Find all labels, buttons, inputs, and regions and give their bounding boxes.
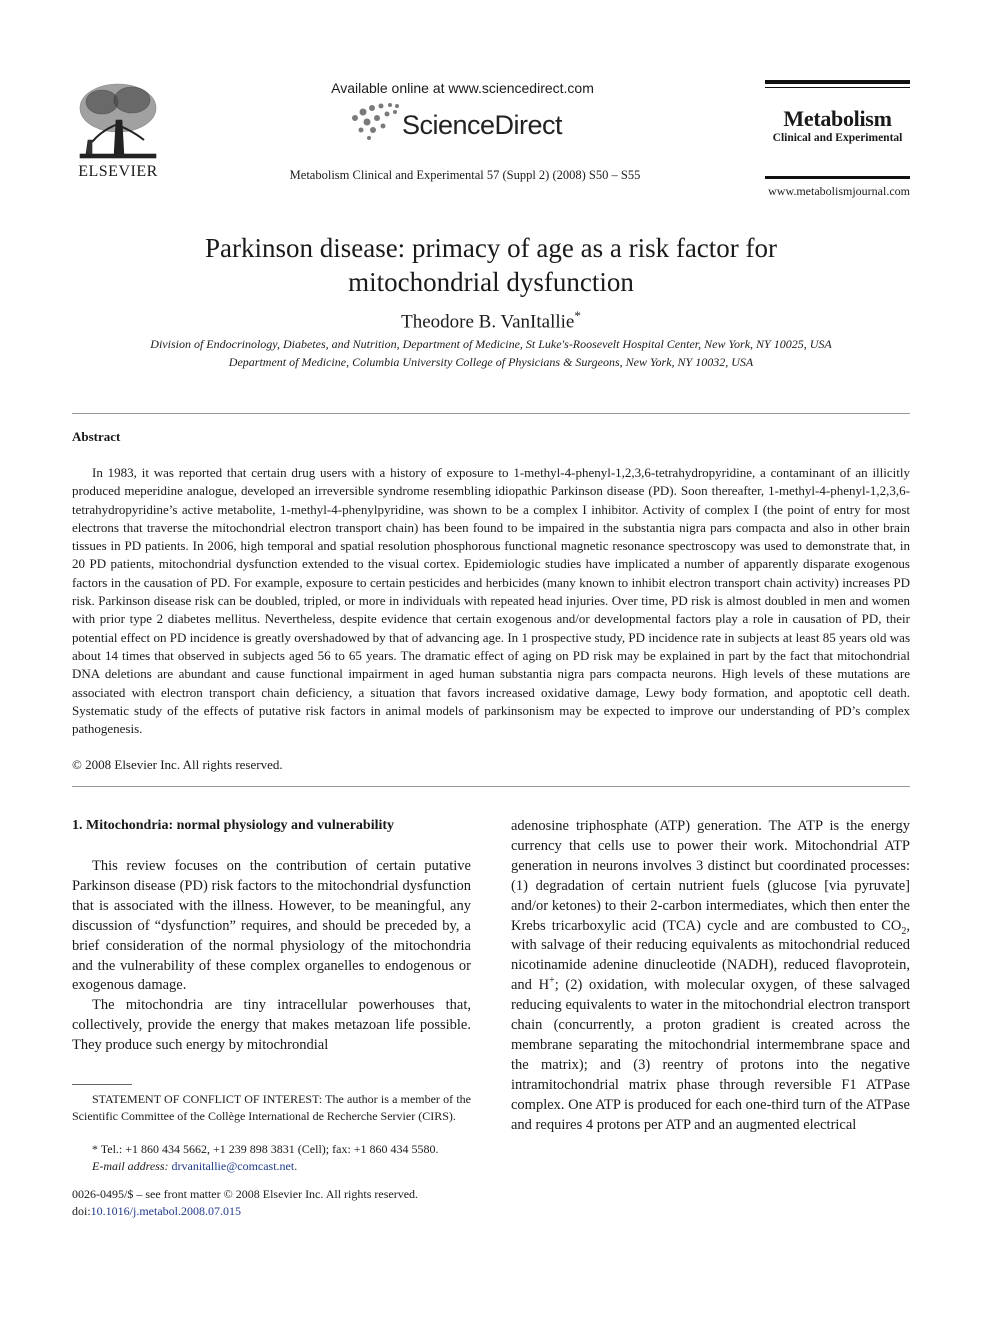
divider <box>72 786 910 787</box>
journal-url-link[interactable]: www.metabolismjournal.com <box>768 184 910 198</box>
author-line <box>72 308 910 333</box>
text-run: adenosine triphosphate (ATP) generation. The ATP is the energy currency that cells use to power their work. Mitochondrial ATP generation in neurons involves 3 distinct but coordinated processes: (1) degradation of certain nutrient fuels (glucose [via pyruvate] and/or ketones) to their 2-carbon intermediates, which then enter the Krebs tricarboxylic acid (TCA) cycle and are combusted to CO <box>511 818 910 934</box>
journal-name: Metabolism <box>783 106 892 131</box>
body-paragraph: This review focuses on the contribution of certain putative Parkinson disease (PD) risk factors to the mitochondrial dysfunction that is associated with the illness. However, to be meaningful, any discussion of “dysfunction” requires, and should be preceded by, a brief consideration of the normal physiology of the mitochondria and the vulnerability of these complex organelles to endogenous or exogenous damage. <box>72 858 471 994</box>
text-run: ; (2) oxidation, with molecular oxygen, of these salvaged reducing equivalents to water in the mitochondrial electron transport chain (concurrently, a proton gradient is created across the membrane separating the mitochondrial intermembrane space and the matrix); and (3) reentry of protons into the negative intramitochondrial matrix phase through reversible F1 ATPase complex. One ATP is produced for each one-third turn of the ATPase and requires 4 protons per ATP and an augmented electrical <box>511 977 910 1133</box>
title-line-1: Parkinson disease: primacy of age as a risk factor for <box>204 233 778 263</box>
abstract-body: In 1983, it was reported that certain drug users with a history of exposure to 1-methyl-4-phenyl-1,2,3,6-tetrahydropyridine, a contaminant of an illicitly produced meperidine analogue, developed an irreversible syndrome resembling idiopathic Parkinson disease (PD). Soon thereafter, 1-methyl-4-phenyl-1,2,3,6-tetrahydropyridine’s active metabolite, 1-methyl-4-phenylpyridine, was shown to be a complex I inhibitor. Activity of complex I (the point of entry for most electrons that traverse the mitochondrial electron transport chain) has been found to be impaired in the substantia nigra pars compacta and also in other brain tissues in PD patients. In 2006, high temporal and spatial resolution phosphorous functional magnetic resonance spectroscopy was used to demonstrate that, in 20 PD patients, mitochondrial dysfunction extended to the visual cortex. Epidemiologic studies have implicated a number of apparently disparate exogenous factors in the causation of PD. For example, exposure to certain pesticides and herbicides (many known to inhibit electron transport chain activity) increases PD risk. Parkinson disease risk can be doubled, tripled, or more in individuals with repeated head injuries. Over time, PD risk is almost doubled in men and women with prior type 2 diabetes mellitus. Nevertheless, despite evidence that certain exogenous and/or developmental factors play a role in causation of PD, their potential effect on PD incidence is greatly overshadowed by that of advancing age. In 1 prospective study, PD incidence rate in subjects at least 85 years old was about 14 times that observed in subjects aged 56 to 65 years. The dramatic effect of aging on PD risk may be explained in part by the fact that mitochondrial DNA deletions are abundant and cause functional impairment in aged human substantia nigra pars compacta neurons. High levels of these mutations are associated with electron transport chain deficiency, a situation that favors increased oxidative damage, Lewy body formation, and apoptotic cell death. Systematic study of the effects of putative risk factors in animal models of parkinsonism may be expected to improve our understanding of PD’s complex pathogenesis. <box>72 465 910 737</box>
divider <box>72 413 910 414</box>
email-link[interactable]: drvanitallie@comcast.net <box>171 1159 295 1173</box>
corresponding-author-mark[interactable]: * <box>574 308 581 323</box>
masthead-rule-top <box>765 80 910 84</box>
email-end: . <box>294 1159 298 1173</box>
publisher-name: ELSEVIER <box>78 163 158 180</box>
author-name: Theodore B. VanItallie <box>401 311 575 333</box>
journal-subtitle: Clinical and Experimental <box>772 132 903 144</box>
abstract-heading: Abstract <box>72 429 121 444</box>
conflict-of-interest-note: STATEMENT OF CONFLICT OF INTEREST: The author is a member of the Scientific Committee of the Collège International de Recherche Servier (CIRS). <box>72 1092 471 1123</box>
contact-email-note <box>72 1158 471 1175</box>
doi-line <box>72 1204 241 1219</box>
doi-link[interactable]: 10.1016/j.metabol.2008.07.015 <box>90 1204 241 1218</box>
available-online-text: Available online at www.sciencedirect.com <box>331 80 594 96</box>
body-paragraph: The mitochondria are tiny intracellular powerhouses that, collectively, provide the energy that makes metazoan life possible. They produce such energy by mitochrondial <box>72 997 471 1053</box>
affiliation-2: Department of Medicine, Columbia University College of Physicians & Surgeons, New York, NY 10032, USA <box>228 355 754 369</box>
abstract-copyright: © 2008 Elsevier Inc. All rights reserved. <box>72 757 283 772</box>
superscript: + <box>549 975 555 987</box>
body-paragraph-right-column <box>511 817 910 1136</box>
section-heading: 1. Mitochondria: normal physiology and vulnerability <box>72 818 395 833</box>
text-run: , with salvage of their reducing equivalents as mitochondrial reduced nicotinamide adenine dinucleotide (NADH), reduced flavoprotein, and H <box>511 917 910 994</box>
contact-phone-note: * Tel.: +1 860 434 5662, +1 239 898 3831 (Cell); fax: +1 860 434 5580. <box>92 1142 439 1156</box>
subscript: 2 <box>901 925 907 937</box>
email-label: E-mail address: <box>92 1159 169 1173</box>
issn-line: 0026-0495/$ – see front matter © 2008 Elsevier Inc. All rights reserved. <box>72 1187 419 1201</box>
title-line-2: mitochondrial dysfunction <box>348 267 634 297</box>
masthead-rule-bottom <box>765 176 910 179</box>
affiliation-1: Division of Endocrinology, Diabetes, and Nutrition, Department of Medicine, St Luke's-Roosevelt Hospital Center, New York, NY 10025, USA <box>150 337 832 351</box>
journal-reference: Metabolism Clinical and Experimental 57 (Suppl 2) (2008) S50 – S55 <box>289 168 641 182</box>
masthead-rule-thin <box>765 87 910 88</box>
doi-label: doi: <box>72 1204 91 1218</box>
sciencedirect-wordmark: ScienceDirect <box>402 110 563 140</box>
footnote-rule <box>72 1084 132 1085</box>
article-title <box>72 231 910 299</box>
